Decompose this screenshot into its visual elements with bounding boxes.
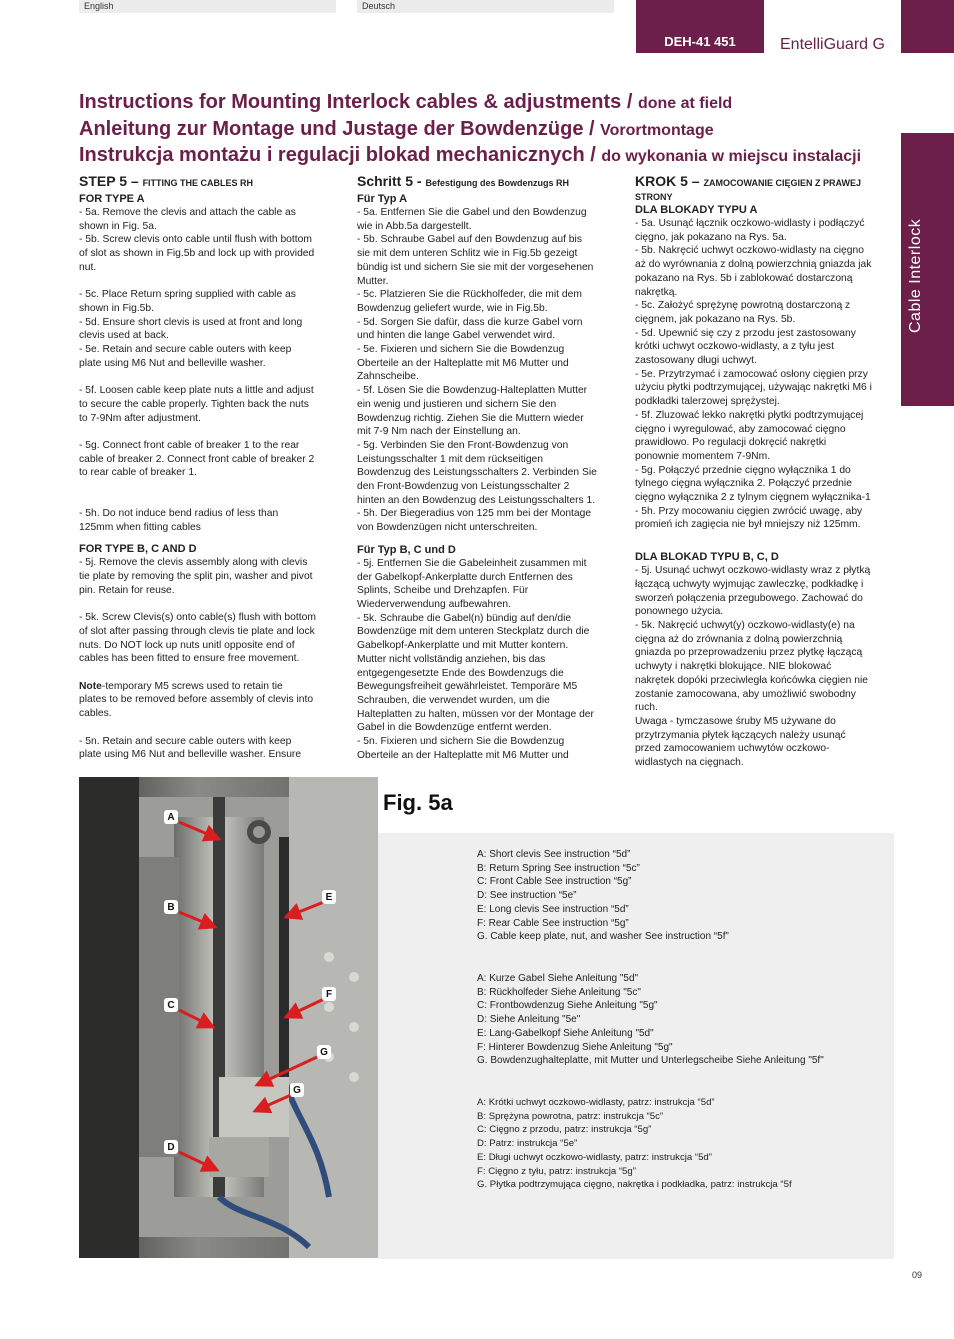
side-tab-label: Cable Interlock xyxy=(907,218,924,333)
instruction-paragraph: - 5j. Remove the clevis assembly along with clevis tie plate by removing the split pin, washer and pivot pin. Retain for reuse. xyxy=(79,557,313,596)
language-label-german: Deutsch xyxy=(357,0,614,13)
callout-marker-d: D xyxy=(164,1140,178,1154)
subheading-type-bcd: DLA BLOKAD TYPU B, C, D xyxy=(635,551,779,564)
callout-marker-g: G xyxy=(290,1083,304,1097)
instruction-paragraph: - 5j. Entfernen Sie die Gabeleinheit zusammen mit der Gabelkopf-Ankerplatte durch Entfernen des Splints, Scheibe und Drehzapfen. Für Wiederverwendung aufbewahren. - 5k. Schraube die Gabel(n) bündig auf den/die Bowdenzüge mit dem unteren Steckplatz durch die Gabelkopf-Ankerplatte und mit Mutter kontern. Mutter nicht vollständig anziehen, bis das entgegengesetzte Ende des Bowdenzugs die Bewegungsfreiheit gewährleistet. Temporäre M5 Schrauben, die verwendet wurden, um die Halteplatten zu halten, müssen vor der Montage der Gabel in die Bowdenzüge entfernt werden. - 5n. Fixieren und sichern Sie die Bowdenzug Oberteile an der Halteplatte mit M6 Mutter und xyxy=(357,557,594,761)
product-name: EntelliGuard G xyxy=(780,36,885,53)
document-id: DEH-41 451 xyxy=(664,34,736,49)
instruction-paragraph: - 5a. Usunąć łącznik oczkowo-widlasty i podłączyć cięgno, jak pokazano na Rys. 5a. - 5b. Nakręcić uchwyt oczkowo-widlasty na cięgno aż do wyrównania z dolną powierzchnią gniazda jak pokazano na Rys. 5b i zablokować dostarczoną nakrętką. - 5c. Założyć sprężynę powrotną dostarczoną z cięgnem, jak pokazano na Rys. 5b. - 5d. Upewnić się czy z przodu jest zastosowany krótki uchwyt oczkowo-widlasty, a z tyłu jest zastosowany długi uchwyt. - 5e. Przytrzymać i zamocować osłony cięgien przy użyciu płytki podtrzymującej, używając nakrętki M6 i podkładki talerzowej sprężystej. - 5f. Zluzować lekko nakrętki płytki podtrzymującej cięgno i wyregulować, aby zamocować cięgno prawidłowo. Po regulacji dokręcić nakrętki ponownie momentem 7-9Nm. - 5g. Połączyć przednie cięgno wyłącznika 1 do tylnego cięgna wyłącznika 2. Połączyć przednie cięgno wyłącznika 2 z tylnym cięgnem wyłącznika-1 - 5h. Przy mocowaniu cięgien zwrócić uwagę, aby promień ich zagięcia nie był mniejszy niż 125mm. xyxy=(635,218,872,531)
step-heading: STEP 5 – FITTING THE CABLES RH xyxy=(79,173,254,189)
callout-marker-c: C xyxy=(164,998,178,1012)
page-titles xyxy=(79,90,899,170)
callout-marker-b: B xyxy=(164,900,178,914)
legend-german: A: Kurze Gabel Siehe Anleitung "5d" B: Rückholfeder Siehe Anleitung "5c" C: Frontbowdenzug Siehe Anleitung "5g" D: Siehe Anleitung "5e" E: Lang-Gabelkopf Siehe Anleitung "5d" F: Hinterer Bowdenzug Siehe Anleitung "5g" G. Bowdenzughalteplatte, mit Mutter und Unterlegscheibe Siehe Anleitung "5f" xyxy=(477,973,824,1067)
subheading-type-bcd: Für Typ B, C und D xyxy=(357,543,456,556)
page-number: 09 xyxy=(912,1270,923,1280)
section-side-tab xyxy=(901,133,954,406)
legend-polish: A: Krótki uchwyt oczkowo-widlasty, patrz: instrukcja “5d” B: Sprężyna powrotna, patrz: instrukcja “5c” C: Cięgno z przodu, patrz: instrukcja “5g” D: Patrz: instrukcja “5e” E: Długi uchwyt oczkowo-widlasty, patrz: instrukcja “5d” F: Cięgno z tyłu, patrz: instrukcja “5g” G. Płytka podtrzymująca cięgno, nakrętka i podkładka, patrz: instrukcja “5f xyxy=(477,1097,792,1191)
column-polish xyxy=(635,172,897,770)
instruction-paragraph: - 5a. Remove the clevis and attach the cable as shown in Fig. 5a. - 5b. Screw clevis onto cable until flush with bottom of slot as shown in Fig.5b and lock up with provided nut. xyxy=(79,207,315,273)
instruction-paragraph: - 5k. Screw Clevis(s) onto cable(s) flush with bottom of slot after passing through clevis tie plate and lock nuts. Do NOT lock up nuts unitl opposite end of cables has been fitted to ensure free movement. xyxy=(79,612,316,665)
callout-marker-g: G xyxy=(317,1045,331,1059)
step-heading: Schritt 5 - Befestigung des Bowdenzugs RH xyxy=(357,173,569,189)
figure-photo xyxy=(79,777,378,1258)
language-label-english: English xyxy=(79,0,336,13)
column-english xyxy=(79,172,341,762)
callout-marker-a: A xyxy=(164,810,178,824)
note-paragraph: Note-temporary M5 screws used to retain tie plates to be removed before assembly of clevis into cables. xyxy=(79,680,314,720)
callout-marker-f: F xyxy=(322,987,336,1001)
step-heading: KROK 5 – ZAMOCOWANIE CIĘGIEN Z PRAWEJ xyxy=(635,173,861,189)
instruction-paragraph: - 5h. Do not induce bend radius of less than 125mm when fitting cables xyxy=(79,508,279,533)
title-german: Anleitung zur Montage und Justage der Bowdenzüge / Vorortmontage xyxy=(79,117,714,140)
legend-english: A: Short clevis See instruction “5d” B: Return Spring See instruction “5c” C: Front Cable See instruction “5g” D: See instruction “5e” E: Long clevis See instruction “5d” F: Rear Cable See instruction “5g” G. Cable keep plate, nut, and washer See instruction “5f” xyxy=(477,849,729,943)
instruction-paragraph: - 5j. Usunąć uchwyt oczkowo-widlasty wraz z płytką łączącą uchwyty wyjmując zawleczkę, podkładkę i sworzeń połączenia przegubowego. Zachować do ponownego użycia. - 5k. Nakręcić uchwyt(y) oczkowo-widlasty(e) na cięgna aż do zrównania z dolną powierzchnią gniazda po przeprowadzeniu przez płytkę łączącą uchwyty i nakrętki blokujące. NIE blokować nakrętek dopóki przeciwległa końcówka cięgien nie zostanie zamocowana, aby umożliwić swobodny ruch. Uwaga - tymczasowe śruby M5 używane do przytrzymania płytek łączących należy usunąć przed zamocowaniem uchwytów oczkowo- widlastych na cięgnach. xyxy=(635,565,871,769)
corner-tab xyxy=(901,0,954,53)
subheading-type-bcd: FOR TYPE B, C AND D xyxy=(79,543,197,556)
callout-marker-e: E xyxy=(322,890,336,904)
step-heading-continued: STRONY xyxy=(635,192,673,202)
subheading-type-a: FOR TYPE A xyxy=(79,193,145,205)
instruction-paragraph: - 5g. Connect front cable of breaker 1 to the rear cable of breaker 2. Connect front cable of breaker 2 to rear cable of breaker 1. xyxy=(79,439,315,479)
instruction-paragraph: - 5a. Entfernen Sie die Gabel und den Bowdenzug wie in Abb.5a dargestellt. - 5b. Schraube Gabel auf den Bowdenzug auf bis sie mit dem unteren Schlitz wie in Fig.5b gezeigt bündig ist und sichern Sie sie mit der vorgesehenen Mutter. - 5c. Platzieren Sie die Rückholfeder, die mit dem Bowdenzug geliefert wurde, wie in Fig.5b. - 5d. Sorgen Sie dafür, dass die kurze Gabel vorn und hinten die lange Gabel verwendet wird. - 5e. Fixieren und sichern Sie die Bowdenzug Oberteile an der Halteplatte mit M6 Mutter und Zahnscheibe. - 5f. Lösen Sie die Bowdenzug-Halteplatten Mutter ein wenig und justieren und sichern Sie den Bowdenzug richtig. Ziehen Sie die Muttern wieder mit 7-9 Nm nach der Einstellung an. - 5g. Verbinden Sie den Front-Bowdenzug von Leistungsschalter 1 mit dem rückseitigen Bowdenzug des Leistungsschalters 2. Verbinden Sie den Front-Bowdenzug von Leistungsschalter 2 hinten an den Bowdenzug des Leistungsschalters 1. - 5h. Der Biegeradius von 125 mm bei der Montage von Bowdenzügen nicht unterschreiten. xyxy=(357,207,597,534)
subheading-type-a: Für Typ A xyxy=(357,193,408,205)
instruction-paragraph: - 5f. Loosen cable keep plate nuts a little and adjust to secure the cable properly. Tighten back the nuts to 7-9Nm after adjustment. xyxy=(79,385,314,424)
figure-title: Fig. 5a xyxy=(383,790,453,815)
subheading-type-a: DLA BLOKADY TYPU A xyxy=(635,204,758,216)
instruction-paragraph: - 5c. Place Return spring supplied with cable as shown in Fig.5b. - 5d. Ensure short clevis is used at front and long clevis used at back. - 5e. Retain and secure cable outers with keep plate using M6 Nut and belleville washer. xyxy=(79,289,303,369)
title-english: Instructions for Mounting Interlock cables & adjustments / done at field xyxy=(79,91,733,113)
title-polish: Instrukcja montażu i regulacji blokad mechanicznych / do wykonania w miejscu instalacji xyxy=(79,144,862,166)
instruction-paragraph: - 5n. Retain and secure cable outers with keep plate using M6 Nut and belleville washer. Ensure xyxy=(79,735,302,761)
column-german xyxy=(357,172,619,762)
document-id-badge xyxy=(636,0,764,53)
breaker-cable-photo xyxy=(79,777,378,1258)
